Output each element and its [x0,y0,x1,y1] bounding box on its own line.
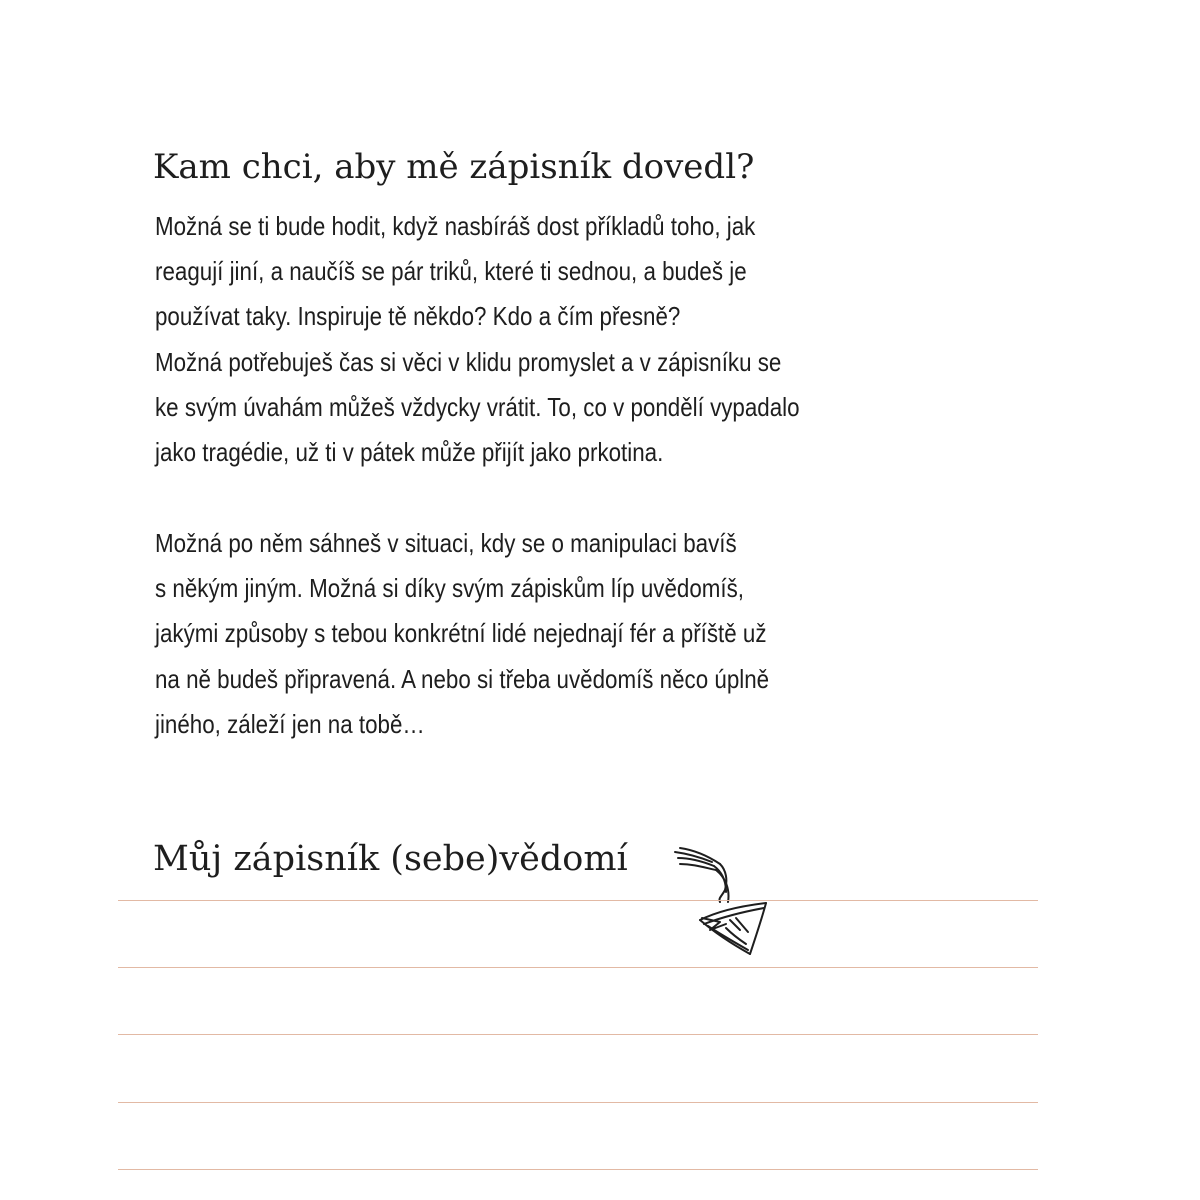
page-title: Kam chci, aby mě zápisník dovedl? [153,147,755,187]
writing-line[interactable] [118,900,1038,901]
paragraph-line: jakými způsoby s tebou konkrétní lidé nejednají fér a příště už [155,618,767,649]
paragraph-line: s někým jiným. Možná si díky svým zápiskům líp uvědomíš, [155,573,744,604]
paragraph-line: Možná potřebuješ čas si věci v klidu promyslet a v zápisníku se [155,346,782,377]
paragraph-line: jako tragédie, už ti v pátek může přijít jako prkotina. [155,437,664,468]
paragraph-line: používat taky. Inspiruje tě někdo? Kdo a čím přesně? [155,301,681,332]
intro-paragraph-2 [155,521,769,747]
writing-line[interactable] [118,1034,1038,1035]
paragraph-line: reagují jiní, a naučíš se pár triků, které ti sednou, a budeš je [155,256,747,287]
paragraph-line: Možná po něm sáhneš v situaci, kdy se o manipulaci bavíš [155,528,737,558]
notebook-heading: Můj zápisník (sebe)vědomí [153,839,628,879]
paragraph-line: na ně budeš připravená. A nebo si třeba uvědomíš něco úplně [155,663,770,694]
scribbled-arrow-icon [670,840,780,970]
intro-paragraph-1 [155,204,800,475]
writing-line[interactable] [118,1169,1038,1170]
paragraph-line: ke svým úvahám můžeš vždycky vrátit. To, co v pondělí vypadalo [155,391,800,422]
writing-line[interactable] [118,967,1038,968]
paragraph-line: Možná se ti bude hodit, když nasbíráš dost příkladů toho, jak [155,211,756,241]
writing-line[interactable] [118,1102,1038,1103]
paragraph-line: jiného, záleží jen na tobě… [155,708,425,739]
